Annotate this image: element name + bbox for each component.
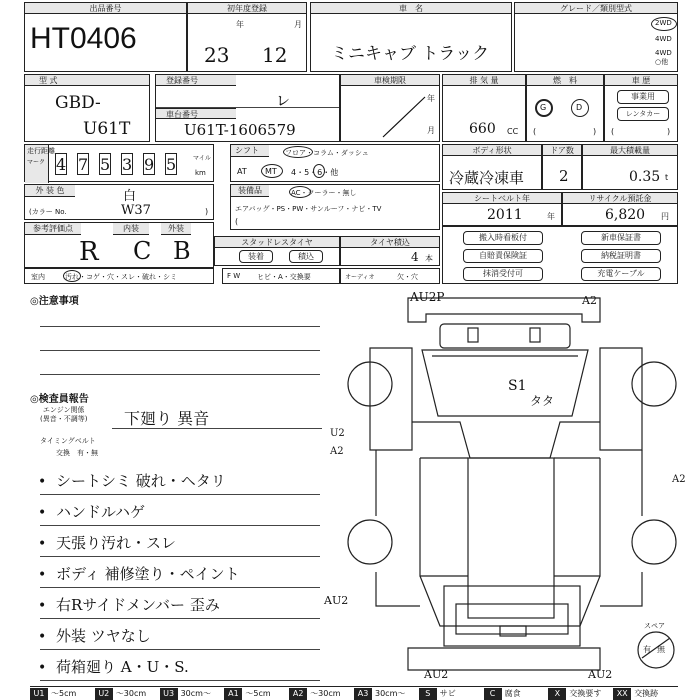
legend-text: ～30cm [310,689,341,698]
equipment-row3: ( [235,217,239,226]
equipment-row2: エアバッグ・PS・PW・サンルーフ・ナビ・TV [235,205,382,213]
evaluation [24,222,214,268]
notes-title: ◎注意事項 [30,296,79,307]
history-paren-r: ) [667,127,671,136]
legend-code: A2 [289,688,307,700]
first-reg-year: 23 [204,43,230,67]
note-bullet: • [38,567,47,583]
legend-code: S [419,688,437,700]
floor-circle [283,146,313,158]
inspector-note: 荷箱廻り A・U・S. [56,658,189,676]
odometer-digit-value: 5 [100,155,111,174]
legend-code: C [484,688,502,700]
timing-belt-label: タイミングベルト [40,437,96,445]
damage-mark: A2 [672,474,686,485]
mileage-label: 走行距離 [27,147,55,155]
inspector-note: ボディ 補修塗り・ペイント [56,565,240,583]
inspector-note: シートシミ 破れ・ヘタリ [56,472,226,490]
fw-condition [222,268,340,284]
inspector-note: 外装 ツヤなし [56,627,151,645]
damage-mark: U2 [330,428,345,439]
legend-code: A3 [354,688,372,700]
4wd-sub-label: 4WD ○他 [655,49,672,66]
shift-at: AT [237,167,247,176]
model-label: 型 式 [25,75,149,86]
auction-number-value: HT0406 [30,22,137,55]
document-item: 充電ケーブル [581,267,661,281]
chassis-value: U61T-1606579 [184,121,296,139]
fuel [526,74,604,142]
shift-speeds: 4・5・6・他 [291,168,339,177]
fuel-g: G [540,103,547,112]
max-load-unit: t [665,173,669,182]
doors [542,144,582,190]
legend-code: U2 [95,688,113,700]
damage-mark: AU2 [424,668,449,681]
recycle-deposit [562,192,678,226]
fw-text: ヒビ・A・交換要 [257,273,311,281]
vehicle-diagram [320,286,700,686]
car-history [604,74,678,142]
odometer-digit-value: 7 [78,155,89,174]
audio-condition [340,268,440,284]
inspection-strike [381,91,431,141]
grade-label: グレード／類別型式 [515,3,677,14]
odometer-digit-value: 4 [56,155,67,174]
document-item: 抹消受付可 [463,267,543,281]
spare-label: スペア [644,622,665,630]
recycle-value: 6,820 [605,207,646,223]
stain-circle [63,270,81,282]
damage-mark: S1 [508,378,527,394]
notes-line-1 [40,326,320,327]
tire-value: 4 [411,250,419,264]
first-reg-month: 12 [262,43,288,67]
color-code-label: (カラー No. [29,208,67,216]
mileage-mark-label: マーク [27,159,46,166]
rental-option: レンタカー [617,107,669,121]
recycle-label: リサイクル預託金 [563,193,677,204]
engine-label: エンジン関係 (異音・不調等) [40,406,88,423]
business-use-option: 事業用 [617,90,669,104]
notes-line-3 [40,374,320,375]
inspector-note: 右Rサイドメンバー 歪み [56,596,220,614]
max-load-value: 0.35 [629,169,661,185]
shift-label: シフト [231,145,269,157]
2wd-label: 2WD [655,19,672,27]
mileage [24,144,214,182]
odometer-digit [55,153,67,175]
car-name-label: 車 名 [311,3,511,14]
note-bullet: • [38,598,47,614]
equipment [230,184,440,230]
insp-year-unit: 年 [427,94,435,103]
fuel-d: D [576,103,583,112]
fuel-paren-l: ( [533,127,537,136]
equipment-label: 装備品 [231,185,269,197]
grade [514,2,678,72]
interior-row-label: 室内 [31,273,45,281]
studless-label: スタッドレスタイヤ [215,237,339,248]
registration-number [155,74,340,142]
doors-label: ドア数 [543,145,581,156]
note-line [40,556,320,557]
note-line [40,525,320,526]
odometer-digit [77,153,89,175]
damage-mark: A2 [582,294,597,307]
ac-circle [289,186,311,198]
legend-text: ～5cm [245,689,271,698]
inspector-note: 天張り汚れ・スレ [56,534,177,552]
note-bullet: • [38,660,47,676]
displacement-unit: CC [507,127,519,136]
car-name [310,2,512,72]
mile-unit: マイル [193,155,211,162]
chassis-label: 車台番号 [156,108,236,119]
eval-label: 参考評価点 [25,223,81,235]
displacement-label: 排 気 量 [443,75,525,86]
studless-loaded: 積込 [289,250,323,263]
legend-text: 交換要す [569,689,602,698]
studless-fitted: 装着 [239,250,273,263]
color-code: W37 [121,203,151,218]
note-line [40,587,320,588]
note-line [40,618,320,619]
odometer-digit-value: 5 [166,155,177,174]
reg-no-value: ㇾ [274,89,292,110]
legend-text: ～30cm [115,689,147,698]
model-line1: GBD- [55,93,101,113]
fuel-label: 燃 料 [527,75,603,86]
seatbelt-year [442,192,562,226]
max-load [582,144,678,190]
tire-unit: 本 [425,254,433,263]
legend-text: 腐食 [504,689,521,698]
note-line [40,680,320,681]
documents-panel [442,226,678,284]
doors-value: 2 [559,167,569,185]
legend-text: 交換跡 [634,689,659,698]
car-history-label: 車 歴 [605,75,677,86]
reg-no-label: 登録番号 [156,75,236,86]
odometer-digit [99,153,111,175]
model-line2: U61T [83,119,131,139]
odometer-digit-value: 3 [122,155,133,174]
note-line [40,494,320,495]
fw-label: F W [227,272,241,280]
inspector-note: ハンドルハゲ [56,503,145,521]
studless-tire [214,236,340,266]
recycle-unit: 円 [661,212,669,221]
damage-mark: A2 [330,446,344,457]
interior-score: C [133,237,152,265]
legend-code: X [548,688,566,700]
odometer-digit [143,153,155,175]
displacement-value: 660 [469,121,496,137]
spare-no: 無 [657,645,665,654]
year-unit: 年 [236,20,244,29]
color-value: 白 [123,189,137,204]
document-item: 納税証明書 [581,249,661,263]
exterior-color [24,184,214,220]
damage-mark: AU2P [410,290,445,304]
eval-score: R [79,237,99,267]
legend-text: ～5cm [51,689,77,698]
document-item: 新車保証書 [581,231,661,245]
first-registration [187,2,307,72]
speed-5-circle [313,164,325,178]
legend-code: U3 [160,688,178,700]
exterior-score: B [173,237,191,265]
legend-text: 30cm～ [180,689,211,698]
interior-condition [24,268,214,284]
shift [230,144,440,182]
auction-number-label: 出品番号 [25,3,186,14]
note-bullet: • [38,536,47,552]
equipment-row1: AC・クーラー・無し [291,189,357,197]
inspector-title: ◎検査員報告 [30,394,89,405]
damage-mark: AU2 [588,668,613,681]
shift-mt: MT [265,167,277,176]
timing-belt-exchange: 交換 有・無 [56,449,98,457]
auction-number [0,0,187,72]
interior-row-text: 汚れ・コゲ・穴・スレ・破れ・シミ [65,273,177,281]
audio-label: オーディオ [345,274,375,281]
seatbelt-year-unit: 年 [547,212,555,221]
seatbelt-year-label: シートベルト年 [443,193,561,204]
month-unit: 月 [294,20,302,29]
tire-label: タイヤ積込 [341,237,439,248]
fuel-paren-r: ) [593,127,597,136]
legend-text: サビ [439,689,456,698]
body-type-label: ボディ形状 [443,145,541,156]
inspection-expiry [340,74,440,142]
4wd-label: 4WD [655,35,672,43]
color-paren-r: ) [205,207,209,216]
displacement [442,74,526,142]
engine-line [112,428,322,429]
tire-loaded [340,236,440,266]
note-line [40,649,320,650]
damage-mark: タタ [530,394,555,408]
odometer-digit [165,153,177,175]
legend-bar [30,686,678,700]
spare-yes: 有 [643,645,651,654]
model-type [24,74,150,142]
legend-code: XX [613,688,631,700]
legend-text: 30cm～ [375,689,406,698]
body-type-value: 冷蔵冷凍車 [449,169,525,187]
exterior-label: 外装 [161,223,191,235]
car-name-value: ミニキャブ トラック [331,44,490,64]
damage-mark: AU2 [324,594,349,607]
note-bullet: • [38,505,47,521]
km-unit: km [195,169,206,177]
audio-text: 欠・穴 [397,273,418,281]
first-registration-label: 初年度登録 [188,3,306,14]
odometer-digit [121,153,133,175]
legend-code: U1 [30,688,48,700]
inspection-label: 車検期限 [341,75,439,86]
body-type [442,144,542,190]
document-item: 自賠責保険証 [463,249,543,263]
seatbelt-year-value: 2011 [487,207,523,223]
engine-note: 下廻り 異音 [124,409,210,428]
history-paren-l: ( [611,127,615,136]
document-item: 搬入時看板付 [463,231,543,245]
legend-code: A1 [224,688,242,700]
note-bullet: • [38,474,47,490]
notes-line-2 [40,350,320,351]
max-load-label: 最大積載量 [583,145,677,156]
color-label: 外 装 色 [25,185,75,197]
shift-types: フロア・コラム・ダッシュ [285,149,369,157]
note-bullet: • [38,629,47,645]
insp-month-unit: 月 [427,126,435,135]
odometer-digit-value: 9 [144,155,155,174]
interior-label: 内装 [113,223,149,235]
